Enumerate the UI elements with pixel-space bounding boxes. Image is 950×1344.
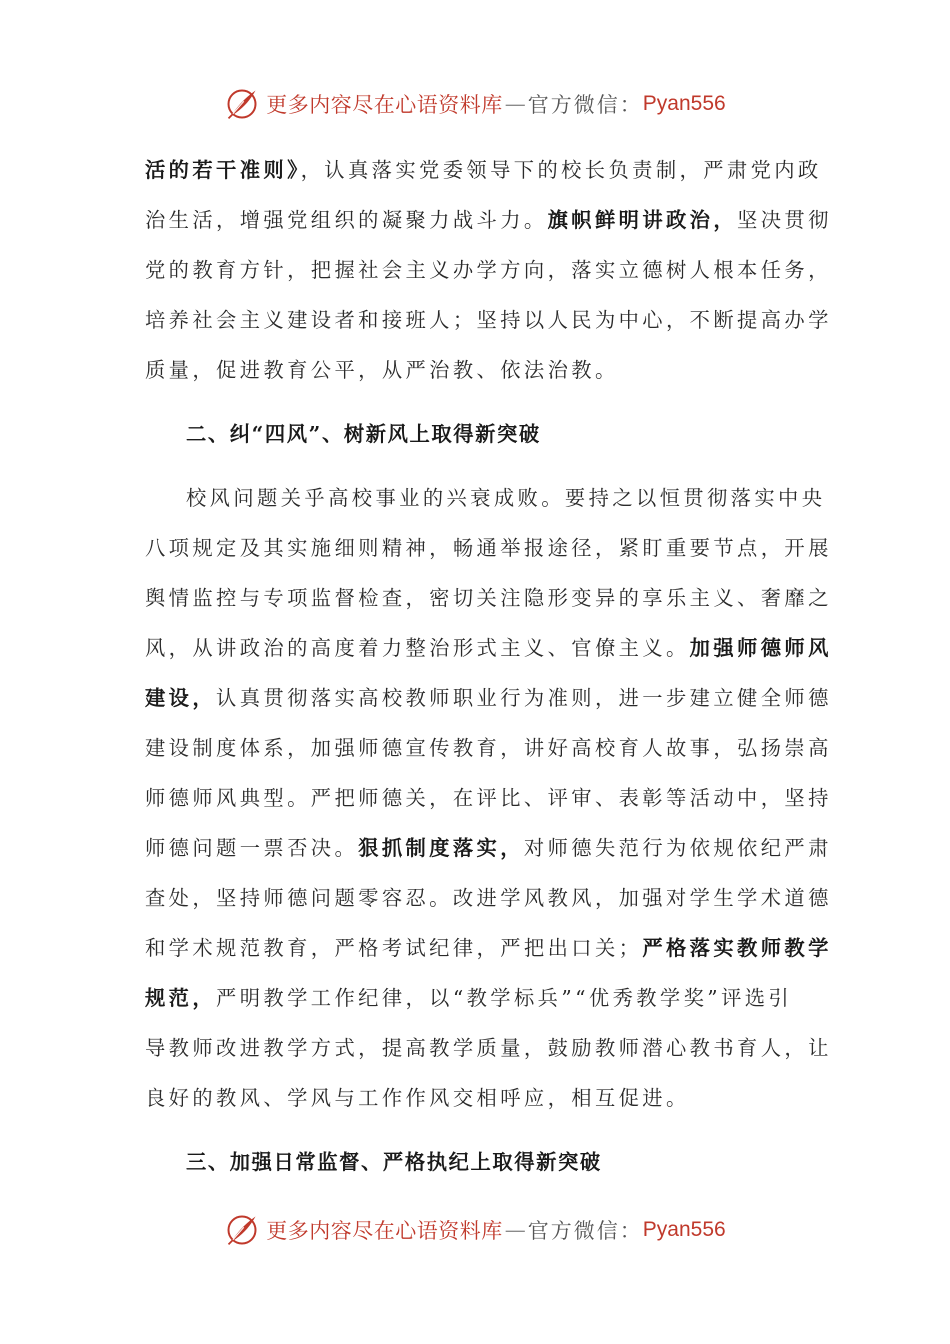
paragraph-1	[145, 145, 832, 395]
quill-pen-logo-icon	[224, 1212, 260, 1248]
text-line: 查处，坚持师德问题零容忍。改进学风教风，加强对学生学术道德	[145, 886, 832, 910]
footer-banner	[0, 1210, 950, 1250]
bold-phrase: 旗帜鲜明讲政治，	[547, 208, 738, 232]
text-line: 师德师风典型。严把师德关，在评比、评审、表彰等活动中，坚持	[145, 786, 832, 810]
text-line: 质量，促进教育公平，从严治教、依法治教。	[145, 358, 619, 382]
text-line: 建设制度体系，加强师德宣传教育，讲好高校育人故事，弘扬崇高	[145, 736, 832, 760]
text-line: 治生活，增强党组织的凝聚力战斗力。旗帜鲜明讲政治，坚决贯彻	[145, 208, 832, 232]
text-line: 活的若干准则》，认真落实党委领导下的校长负责制，严肃党内政	[145, 158, 822, 182]
banner-wechat-label: 官方微信：	[527, 93, 643, 117]
banner-title: 更多内容尽在心语资料库	[266, 93, 503, 117]
banner-wechat-id: Pyan556	[642, 92, 726, 115]
text-line: 舆情监控与专项监督检查，密切关注隐形变异的享乐主义、奢靡之	[145, 586, 832, 610]
banner-separator: —	[504, 92, 526, 116]
text-line: 师德问题一票否决。狠抓制度落实，对师德失范行为依规依纪严肃	[145, 836, 832, 860]
bold-phrase: 规范，	[145, 986, 217, 1010]
text-line: 导教师改进教学方式，提高教学质量，鼓励教师潜心教书育人，让	[145, 1036, 832, 1060]
text-line: 规范，严明教学工作纪律，以“教学标兵”“优秀教学奖”评选引	[145, 986, 793, 1010]
text-line: 校风问题关乎高校事业的兴衰成败。要持之以恒贯彻落实中央	[186, 486, 826, 510]
section-heading-2: 二、纠“四风”、树新风上取得新突破	[186, 422, 541, 446]
paragraph-2	[145, 473, 832, 1123]
section-heading-3: 三、加强日常监督、严格执纪上取得新突破	[186, 1150, 602, 1174]
text-line: 八项规定及其实施细则精神，畅通举报途径，紧盯重要节点，开展	[145, 536, 832, 560]
document-body	[145, 145, 832, 1187]
banner-separator: —	[504, 1218, 526, 1242]
bold-phrase: 活的若干准则》	[145, 158, 301, 182]
quill-pen-logo-icon	[224, 86, 260, 122]
header-banner	[0, 84, 950, 124]
bold-phrase: 狠抓制度落实，	[358, 836, 524, 860]
bold-phrase: 加强师德师风	[689, 636, 832, 660]
bold-phrase: 严格落实教师教学	[642, 936, 832, 960]
banner-wechat-id: Pyan556	[642, 1218, 726, 1241]
text-line: 和学术规范教育，严格考试纪律，严把出口关；严格落实教师教学	[145, 936, 832, 960]
text-line: 建设，认真贯彻落实高校教师职业行为准则，进一步建立健全师德	[145, 686, 832, 710]
banner-title: 更多内容尽在心语资料库	[266, 1219, 503, 1243]
text-line: 风，从讲政治的高度着力整治形式主义、官僚主义。加强师德师风	[145, 636, 832, 660]
banner-wechat-label: 官方微信：	[527, 1219, 643, 1243]
text-line: 党的教育方针，把握社会主义办学方向，落实立德树人根本任务，	[145, 258, 832, 282]
text-line: 良好的教风、学风与工作作风交相呼应，相互促进。	[145, 1086, 690, 1110]
bold-phrase: 建设，	[145, 686, 217, 710]
text-line: 培养社会主义建设者和接班人；坚持以人民为中心，不断提高办学	[145, 308, 832, 332]
